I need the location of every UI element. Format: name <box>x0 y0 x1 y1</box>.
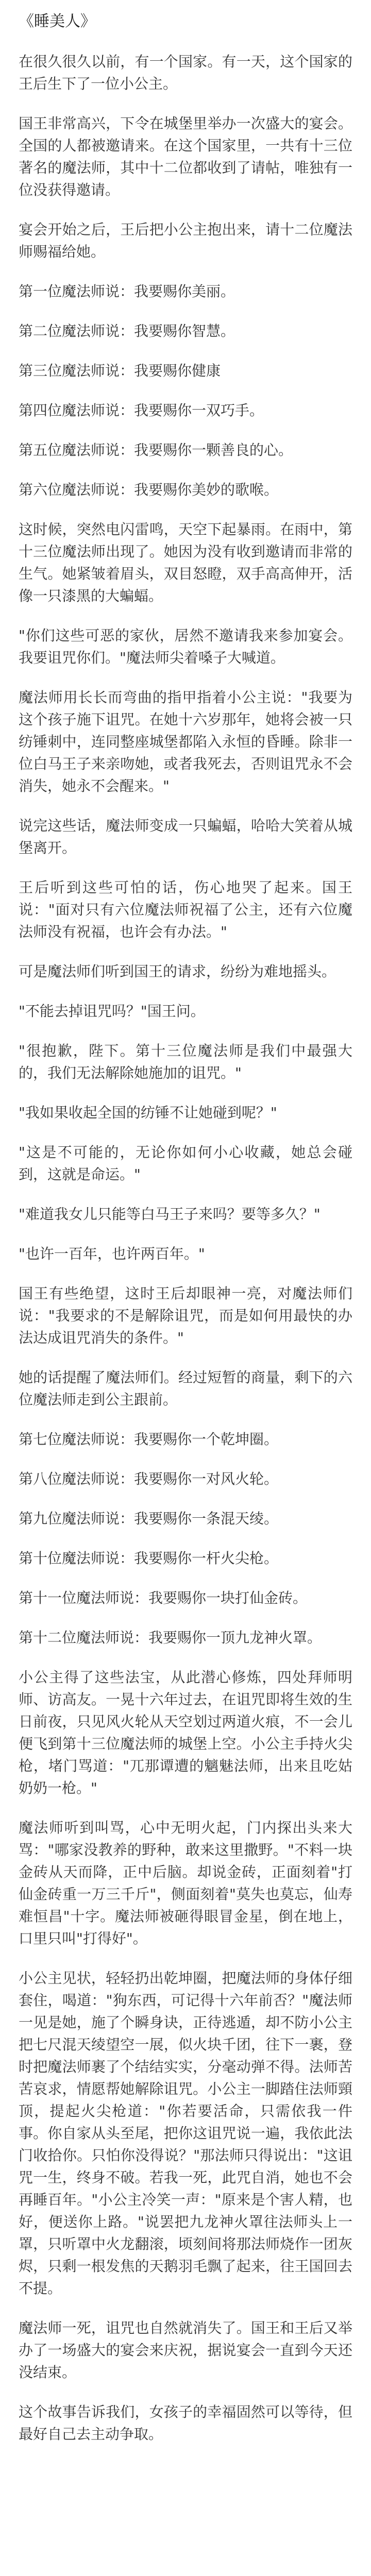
paragraph: 第七位魔法师说：我要赐你一个乾坤圈。 <box>19 1431 279 1448</box>
paragraph: 这时候，突然电闪雷鸣，天空下起暴雨。在雨中，第十三位魔法师出现了。她因为没有收到邀请而非常的生气。她紧皱着眉头，双目怒瞪，双手高高伸开，活像一只漆黑的大蝙蝠。 <box>19 521 352 604</box>
paragraph: 说完这些话，魔法师变成一只蝙蝠，哈哈大笑着从城堡离开。 <box>19 817 352 856</box>
paragraph: 在很久很久以前，有一个国家。有一天，这个国家的王后生下了一位小公主。 <box>19 53 352 92</box>
paragraph: 第五位魔法师说：我要赐你一颗善良的心。 <box>19 442 293 459</box>
paragraph: "也许一百年，也许两百年。" <box>19 1245 205 1262</box>
paragraph: 魔法师用长长而弯曲的指甲指着小公主说："我要为这个孩子施下诅咒。在她十六岁那年，她将会被一只纺锤刺中，连同整座城堡都陷入永恒的昏睡。除非一位白马王子来亲吻她，或者我死去，否则诅咒永不会消失，她永不会醒来。" <box>19 689 352 794</box>
paragraph: 魔法师一死，诅咒也自然就消失了。国王和王后又举办了一场盛大的宴会来庆祝，据说宴会一直到今天还没结束。 <box>19 2319 352 2381</box>
paragraph: 第九位魔法师说：我要赐你一条混天绫。 <box>19 1510 279 1527</box>
paragraph: 国王非常高兴，下令在城堡里举办一次盛大的宴会。全国的人都被邀请来。在这个国家里，一共有十三位著名的魔法师，其中十二位都收到了请帖，唯独有一位没获得邀请。 <box>19 115 352 198</box>
paragraph: 宴会开始之后，王后把小公主抱出来，请十二位魔法师赐福给她。 <box>19 221 352 260</box>
paragraph: "很抱歉，陛下。第十三位魔法师是我们中最强大的，我们无法解除她施加的诅咒。" <box>19 1042 352 1081</box>
paragraph: 第三位魔法师说：我要赐你健康 <box>19 362 221 379</box>
paragraph: "不能去掉诅咒吗？"国王问。 <box>19 1003 205 1020</box>
article-title: 《睡美人》 <box>19 12 96 30</box>
paragraph: 第十一位魔法师说：我要赐你一块打仙金砖。 <box>19 1589 308 1606</box>
paragraph: 可是魔法师们听到国王的请求，纷纷为难地摇头。 <box>19 963 336 980</box>
paragraph: 第十二位魔法师说：我要赐你一顶九龙神火罩。 <box>19 1629 322 1646</box>
paragraph: 这个故事告诉我们，女孩子的幸福固然可以等待，但最好自己去主动争取。 <box>19 2403 352 2443</box>
paragraph: 第八位魔法师说：我要赐你一对风火轮。 <box>19 1470 279 1487</box>
article-body <box>19 50 352 2445</box>
paragraph: 第二位魔法师说：我要赐你智慧。 <box>19 323 235 340</box>
paragraph: "我如果收起全国的纺锤不让她碰到呢？" <box>19 1104 277 1121</box>
paragraph: "难道我女儿只能等白马王子来吗？要等多久？" <box>19 1206 321 1223</box>
paragraph: 第六位魔法师说：我要赐你美妙的歌喉。 <box>19 481 279 498</box>
paragraph: 王后听到这些可怕的话，伤心地哭了起来。国王说："面对只有六位魔法师祝福了公主，还有六位魔法师没有祝福，也许会有办法。" <box>19 879 352 940</box>
paragraph: 她的话提醒了魔法师们。经过短暂的商量，剩下的六位魔法师走到公主跟前。 <box>19 1369 352 1408</box>
paragraph: 小公主见状，轻轻扔出乾坤圈，把魔法师的身体仔细套住，喝道："狗东西，可记得十六年前否？"魔法师一见是她，施了个瞬身诀，正待逃遁，却不防小公主把七尺混天绫望空一展，似火块千团，往下一裹，登时把魔法师裹了个结结实实，分毫动弹不得。法师苦苦哀求，情愿帮她解除诅咒。小公主一脚踏住法师頸顶，提起火尖枪道："你若要活命，只需依我一件事。你自家从头至尾，把你这诅咒说一遍，我依此法门收拾你。只怕你没得说？"那法师只得说出："这诅咒一生，终身不破。若我一死，此咒自消，她也不会再睡百年。"小公主冷笑一声："原来是个害人精，也好，便送你上路。"说罢把九龙神火罩往法师头上一罩，只听罩中火龙翻滚，顷刻间将那法师烧作一团灰烬，只剩一根发焦的天鹅羽毛飘了起来，往王国回去不提。 <box>19 1970 352 2297</box>
paragraph: 小公主得了这些法宝，从此潜心修炼，四处拜师明师、访高友。一晃十六年过去，在诅咒即将生效的生日前夜，只见风火轮从天空划过两道火痕，不一会儿便飞到第十三位魔法师的城堡上空。小公主手持火尖枪，堵门骂道："兀那谭遭的魑魅法师，出来且吃姑奶奶一枪。" <box>19 1669 352 1797</box>
paragraph: 魔法师听到叫骂，心中无明火起，门内探出头来大骂："哪家没教养的野种，敢来这里撒野。"不料一块金砖从天而降，正中后脑。却说金砖，正面刻着"打仙金砖重一万三千斤"，侧面刻着"莫失也莫忘，仙寿难恒昌"十字。魔法师被砸得眼冒金星，倒在地上，口里只叫"打得好"。 <box>19 1819 352 1947</box>
paragraph: 国王有些绝望，这时王后却眼神一亮，对魔法师们说："我要求的不是解除诅咒，而是如何用最快的办法达成诅咒消失的条件。" <box>19 1285 352 1346</box>
paragraph: "你们这些可恶的家伙，居然不邀请我来参加宴会。我要诅咒你们。"魔法师尖着嗓子大喊道。 <box>19 627 352 666</box>
paragraph: 第十位魔法师说：我要赐你一杆火尖枪。 <box>19 1550 279 1567</box>
paragraph: 第四位魔法师说：我要赐你一双巧手。 <box>19 402 264 419</box>
paragraph: 第一位魔法师说：我要赐你美丽。 <box>19 283 235 300</box>
paragraph: "这是不可能的，无论你如何小心收藏，她总会碰到，这就是命运。" <box>19 1144 352 1183</box>
